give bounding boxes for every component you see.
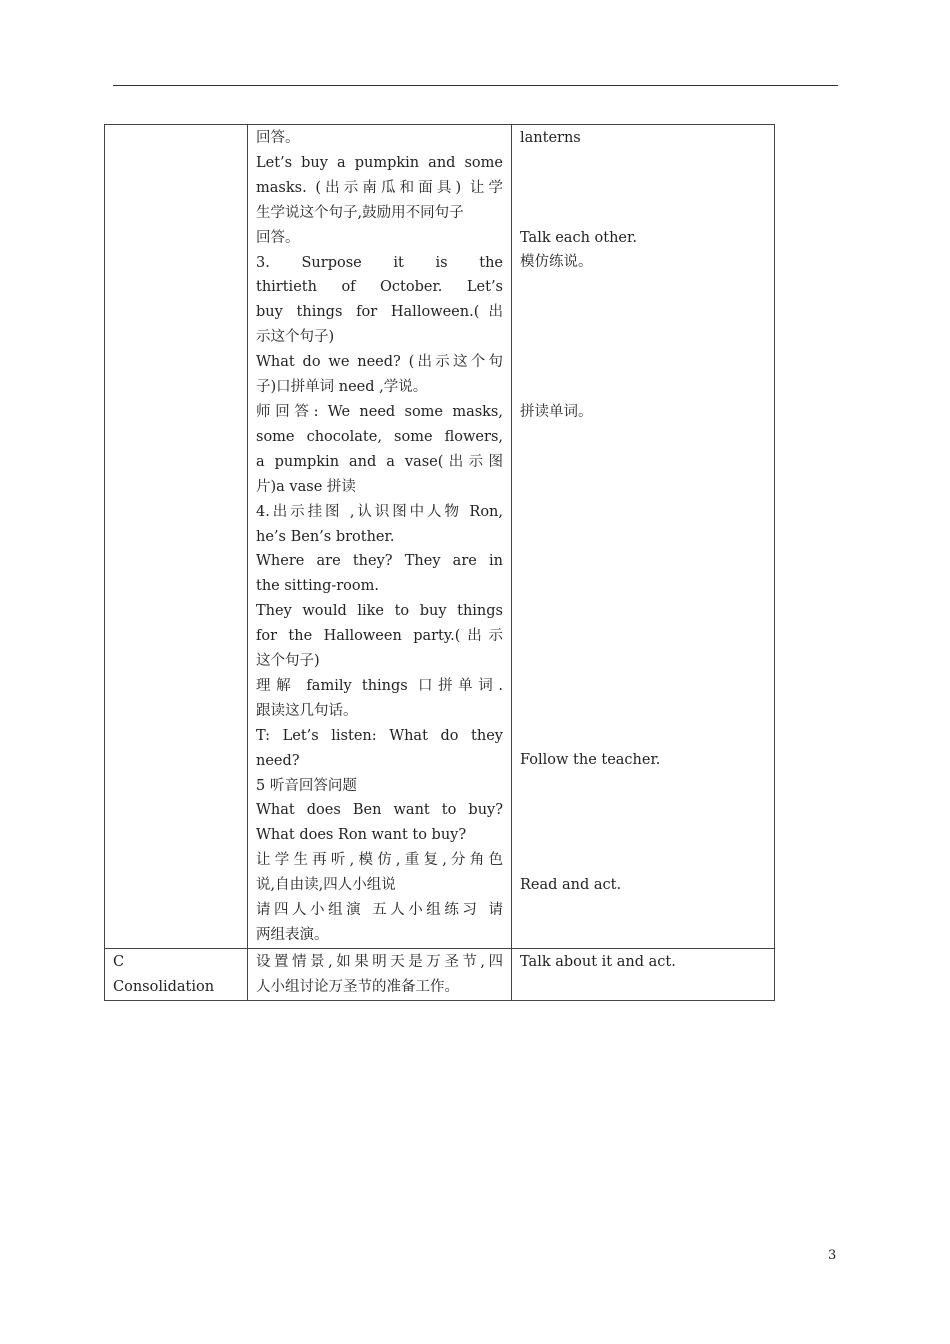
text-line: 人小组讨论万圣节的准备工作。 <box>256 978 459 995</box>
text-line: the sitting-room. <box>256 578 379 595</box>
text-line: 师回答: We need some masks, <box>256 403 503 420</box>
text-line: 模仿练说。 <box>520 254 593 271</box>
teacher-activity-cell <box>248 125 512 949</box>
blank-line <box>520 325 766 350</box>
blank-line <box>520 350 766 375</box>
text-line: 5 听音回答问题 <box>256 777 357 794</box>
blank-line <box>520 275 766 300</box>
text-line: masks. (出示南瓜和面具) 让学 <box>256 179 503 196</box>
page-number: 3 <box>828 1248 837 1263</box>
text-line: 跟读这几句话。 <box>256 702 358 719</box>
text-line: 4.出示挂图 ,认识图中人物 Ron, <box>256 503 503 520</box>
blank-line <box>520 151 766 176</box>
text-line: What does Ron want to buy? <box>256 827 467 844</box>
table-row <box>105 125 775 949</box>
text-line: 请四人小组演 五人小组练习 请 <box>256 902 503 919</box>
blank-line <box>520 773 766 798</box>
text-line: 回答。 <box>256 229 300 246</box>
text-line: thirtieth of October. Let’s <box>256 279 503 296</box>
blank-line <box>520 723 766 748</box>
blank-line <box>520 300 766 325</box>
text-line: 3. Surpose it is the <box>256 254 503 271</box>
text-line: 说,自由读,四人小组说 <box>256 877 396 894</box>
text-line: need? <box>256 752 300 769</box>
blank-line <box>520 699 766 724</box>
blank-line <box>520 499 766 524</box>
text-line: Talk each other. <box>520 229 637 246</box>
blank-line <box>520 475 766 500</box>
blank-line <box>520 599 766 624</box>
text-line: 片)a vase 拼读 <box>256 478 356 495</box>
text-line: Read and act. <box>520 876 622 893</box>
blank-line <box>520 201 766 226</box>
student-activity-cell <box>512 125 775 949</box>
text-line: Talk about it and act. <box>520 953 676 970</box>
blank-line <box>520 848 766 873</box>
blank-line <box>520 450 766 475</box>
blank-line <box>520 375 766 400</box>
text-line: They would like to buy things <box>256 603 503 620</box>
text-line: buy things for Halloween.(出 <box>256 304 503 321</box>
stage-cell <box>105 948 248 1000</box>
text-line: C <box>113 953 125 970</box>
text-line: T: Let’s listen: What do they <box>256 727 503 744</box>
header-rule <box>113 85 838 86</box>
text-line: 这个句子) <box>256 653 320 670</box>
text-line: Let’s buy a pumpkin and some <box>256 154 503 171</box>
text-line: Consolidation <box>113 978 215 995</box>
table-row <box>105 948 775 1000</box>
text-line: 设置情景,如果明天是万圣节,四 <box>256 953 503 970</box>
lesson-plan-table <box>104 124 775 1001</box>
blank-line <box>520 549 766 574</box>
text-line: 让学生再听,模仿,重复,分角色 <box>256 852 503 869</box>
text-line: Where are they? They are in <box>256 553 503 570</box>
teacher-activity-cell <box>248 948 512 1000</box>
text-line: What do we need? (出示这个句 <box>256 354 503 371</box>
text-line: some chocolate, some flowers, <box>256 428 503 445</box>
text-line: 两组表演。 <box>256 927 329 943</box>
text-line: 示这个句子) <box>256 329 335 346</box>
blank-line <box>520 624 766 649</box>
blank-line <box>520 574 766 599</box>
text-line: 回答。 <box>256 130 300 146</box>
student-activity-cell <box>512 948 775 1000</box>
blank-line <box>520 823 766 848</box>
text-line: 子)口拼单词 need ,学说。 <box>256 379 428 396</box>
text-line: 生学说这个句子,鼓励用不同句子 <box>256 204 464 221</box>
text-line: lanterns <box>520 130 581 146</box>
blank-line <box>520 524 766 549</box>
text-line: Follow the teacher. <box>520 752 661 769</box>
blank-line <box>520 176 766 201</box>
text-line: 理解 family things 口拼单词. <box>256 677 503 694</box>
text-line: he’s Ben’s brother. <box>256 528 395 545</box>
text-line: for the Halloween party.(出示 <box>256 628 503 645</box>
blank-line <box>520 425 766 450</box>
text-line: 拼读单词。 <box>520 403 593 420</box>
text-line: What does Ben want to buy? <box>256 802 503 819</box>
blank-line <box>520 798 766 823</box>
blank-line <box>520 649 766 674</box>
blank-line <box>520 674 766 699</box>
stage-cell <box>105 125 248 949</box>
text-line: a pumpkin and a vase(出示图 <box>256 453 503 470</box>
